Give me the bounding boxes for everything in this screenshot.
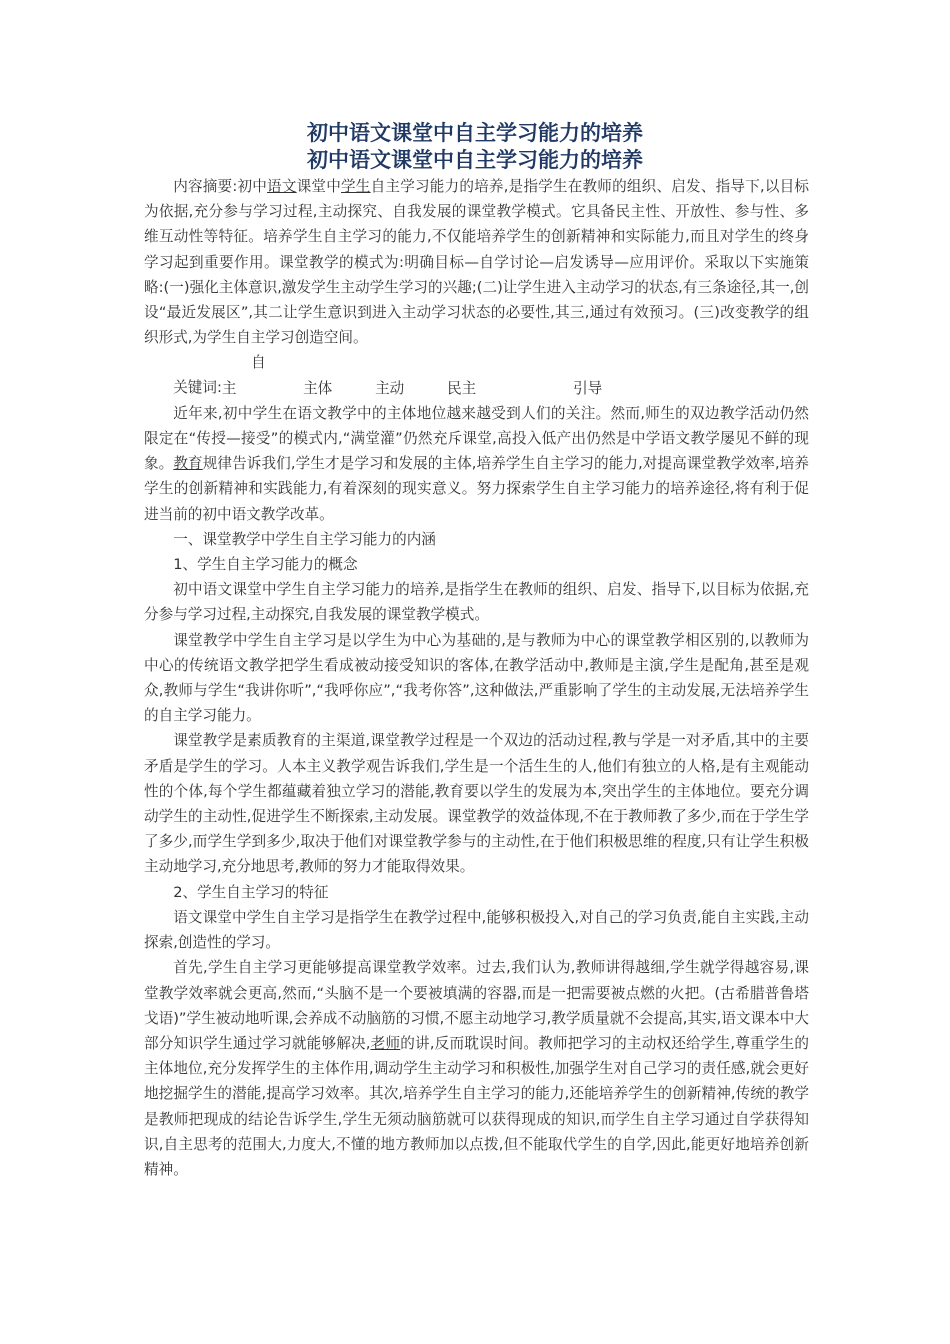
body-paragraph-2: 课堂教学中学生自主学习是以学生为中心为基础的,是与教师为中心的课堂教学相区别的,以教师为中心的传统语文教学把学生看成被动接受知识的客体,在教学活动中,教师是主演,学生是配角,甚至是观众,教师与学生“我讲你听”,“我呼你应”,“我考你答”,这种做法,严重影响了学生的主动发展,无法培养学生的自主学习能力。 xyxy=(144,631,809,725)
intro-text-start: 近年来,初中学生在语文教学中的主体地位越来越受到人们的关注。然而,师生的双边教学活动仍然限定在“传授—接受”的模式内,“满堂灌”仍然充斥课堂,高投入低产出仍然是中学语文教学屡见不鲜的现象。 xyxy=(144,404,809,473)
keywords-line xyxy=(144,350,809,400)
p5-text-start: 首先,学生自主学习更能够提高课堂教学效率。过去,我们认为,教师讲得越细,学生就学得越容易,课堂教学效率就会更高,然而,“头脑不是一个要被填满的容器,而是一把需要被点燃的火把。(古希腊普鲁塔戈语)”学生被动地听课,会养成不动脑筋的习惯,不愿主动地学习,教学质量就不会提高,其实,语文课本中大部分知识学生通过学习就能够解决, xyxy=(144,959,809,1052)
link-yuwen[interactable]: 语文 xyxy=(267,178,297,195)
section-heading-1: 一、课堂教学中学生自主学习能力的内涵 xyxy=(173,530,436,548)
abstract-text-mid: 课堂中 xyxy=(296,178,342,195)
abstract-text-rest: 自主学习能力的培养,是指学生在教师的组织、启发、指导下,以目标为依据,充分参与学习过程,主动探究、自我发展的课堂教学模式。它具备民主性、开放性、参与性、多维互动性等特征。培养学生自主学习的能力,不仅能培养学生的创新精神和实际能力,而且对学生的终身学习起到重要作用。课堂教学的模式为:明确目标—自学讨论—启发诱导—应用评价。采取以下实施策略:(一)强化主体意识,激发学生主动学生学习的兴趣;(二)让学生进入主动学习的状态,有三条途径,其一,创设“最近发展区”,其二让学生意识到进入主动学习状态的必要性,其三,通过有效预习。(三)改变教学的组织形式,为学生自主学习创造空间。 xyxy=(144,178,809,347)
keyword-item: 自主 xyxy=(221,354,266,397)
keyword-item: 主动 xyxy=(375,379,405,397)
body-paragraph-3: 课堂教学是素质教育的主渠道,课堂教学过程是一个双边的活动过程,教与学是一对矛盾,其中的主要矛盾是学生的学习。人本主义教学观告诉我们,学生是一个活生生的人,他们有独立的人格,是有主观能动性的个体,每个学生都蕴藏着独立学习的潜能,教育要以学生的发展为本,突出学生的主体地位。要充分调动学生的主动性,促进学生不断探索,主动发展。课堂教学的效益体现,不在于教师教了多少,而在于学生学了多少,而学生学到多少,取决于他们对课堂教学参与的主动性,在于他们积极思维的程度,只有让学生积极主动地学习,充分地思考,教师的努力才能取得效果。 xyxy=(144,732,809,876)
document-subtitle: 初中语文课堂中自主学习能力的培养 xyxy=(307,148,643,172)
link-laoshi[interactable]: 老师 xyxy=(370,1034,401,1052)
intro-text-rest: 规律告诉我们,学生才是学习和发展的主体,培养学生自主学习的能力,对提高课堂教学效率,培养学生的创新精神和实践能力,有着深刻的现实意义。努力探索学生自主学习能力的培养途径,将有利于促进当前的初中语文教学改革。 xyxy=(144,455,809,523)
subsection-heading-1: 1、学生自主学习能力的概念 xyxy=(173,556,358,574)
p5-text-rest: 的讲,反而耽误时间。教师把学习的主动权还给学生,尊重学生的主体地位,充分发挥学生的主体作用,调动学生主动学习和积极性,加强学生对自己学习的责任感,就会更好地挖掘学生的潜能,提高学习效率。其次,培养学生自主学习的能力,还能培养学生的创新精神,传统的教学是教师把现成的结论告诉学生,学生无须动脑筋就可以获得现成的知识,而学生自主学习通过自学获得知识,自主思考的范围大,力度大,不懂的地方教师加以点拨,但不能取代学生的自学,因此,能更好地培养创新精神。 xyxy=(144,1034,810,1178)
abstract-text-start: 内容摘要:初中 xyxy=(173,178,268,195)
subsection-heading-2: 2、学生自主学习的特征 xyxy=(173,883,329,901)
keyword-item: 主体 xyxy=(303,379,333,397)
body-paragraph-4: 语文课堂中学生自主学习是指学生在教学过程中,能够积极投入,对自己的学习负责,能自主实践,主动探索,创造性的学习。 xyxy=(144,908,809,952)
document-body xyxy=(144,174,809,1182)
title-block xyxy=(0,120,950,174)
abstract-paragraph xyxy=(144,174,809,350)
link-jiaoyu[interactable]: 教育 xyxy=(173,455,203,473)
keyword-item: 引导 xyxy=(573,379,603,397)
body-paragraph-1: 初中语文课堂中学生自主学习能力的培养,是指学生在教师的组织、启发、指导下,以目标为依据,充分参与学习过程,主动探究,自我发展的课堂教学模式。 xyxy=(144,581,809,624)
link-xuesheng[interactable]: 学生 xyxy=(341,178,371,195)
keywords-label: 关键词: xyxy=(173,379,222,397)
keyword-item: 民主 xyxy=(447,379,477,397)
intro-paragraph xyxy=(144,401,809,527)
document-title: 初中语文课堂中自主学习能力的培养 xyxy=(307,121,643,145)
body-paragraph-5 xyxy=(144,955,809,1182)
